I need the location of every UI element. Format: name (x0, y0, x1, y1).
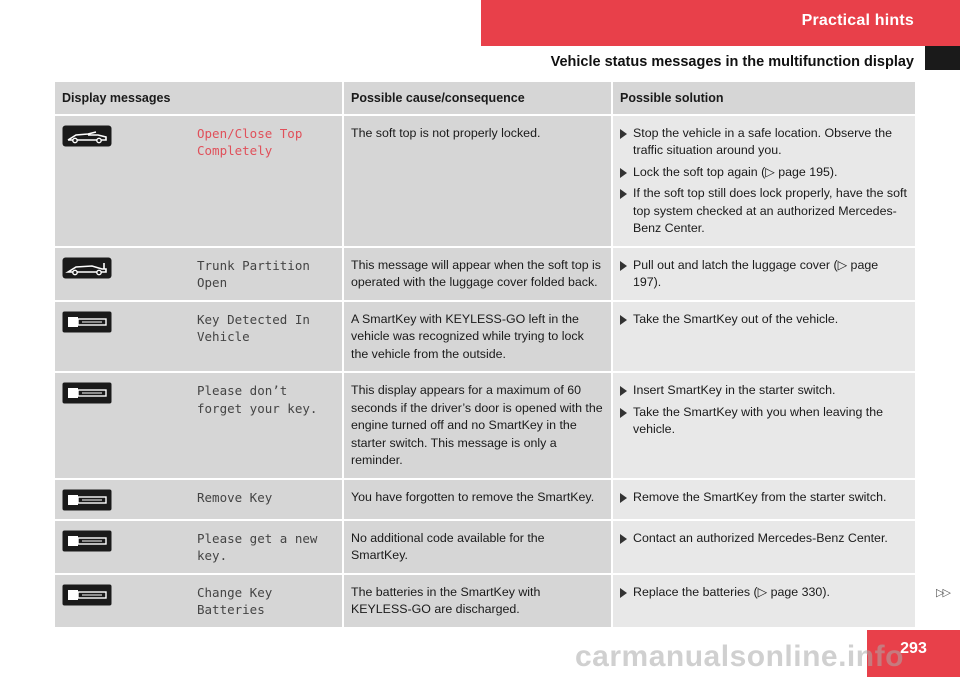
bullet-arrow-icon (620, 315, 627, 325)
display-message-line: Please get a new (197, 530, 318, 546)
solution-cell (613, 521, 915, 575)
display-message-line: Open/Close Top (197, 125, 303, 141)
display-message-line: Completely (197, 143, 273, 158)
display-message-line: Please don’t (197, 383, 288, 398)
solution-item (620, 530, 908, 548)
solution-text: Lock the soft top again (▷ page 195). (633, 164, 838, 179)
section-header-bar (481, 0, 960, 46)
display-message (190, 116, 344, 248)
bullet-arrow-icon (620, 534, 627, 544)
column-header-cause: Possible cause/consequence (344, 82, 613, 116)
bullet-arrow-icon (620, 408, 627, 418)
bullet-arrow-icon (620, 189, 627, 199)
icon-cell (55, 521, 190, 575)
corner-tab (925, 46, 960, 70)
table-row (55, 116, 915, 248)
icon-cell (55, 116, 190, 248)
cause-text: The batteries in the SmartKey with KEYLESS-GO are discharged. (344, 575, 613, 629)
solution-item (620, 584, 908, 602)
bullet-arrow-icon (620, 129, 627, 139)
table-row (55, 480, 915, 521)
solution-cell (613, 302, 915, 374)
trunk-partition-icon (62, 257, 183, 279)
solution-item (620, 257, 908, 292)
display-message-line: Remove Key (197, 489, 273, 505)
solution-text: Remove the SmartKey from the starter switch. (633, 489, 887, 504)
status-messages-table (55, 82, 915, 629)
cause-text: This display appears for a maximum of 60 seconds if the driver’s door is opened with the engine turned off and no SmartKey in the starter switch. This message is only a reminder. (344, 373, 613, 480)
key-icon (62, 530, 183, 552)
solution-text: Insert SmartKey in the starter switch. (633, 383, 836, 397)
table-row (55, 575, 915, 629)
bullet-arrow-icon (620, 493, 627, 503)
cause-text: This message will appear when the soft top is operated with the luggage cover folded back. (344, 248, 613, 302)
solution-cell (613, 373, 915, 480)
column-header-solution: Possible solution (613, 82, 915, 116)
solution-cell (613, 575, 915, 629)
solution-item (620, 489, 908, 507)
solution-item (620, 404, 908, 439)
icon-cell (55, 248, 190, 302)
display-message-line: Key Detected In (197, 311, 310, 327)
cause-text: You have forgotten to remove the SmartKey. (344, 480, 613, 521)
solution-cell (613, 116, 915, 248)
solution-item (620, 311, 908, 329)
watermark: carmanualsonline.info (575, 640, 904, 673)
solution-cell (613, 248, 915, 302)
display-message-line: Vehicle (197, 329, 250, 344)
display-message (190, 480, 344, 521)
cause-text: No additional code available for the SmartKey. (344, 521, 613, 575)
key-icon (62, 311, 183, 333)
display-message (190, 575, 344, 629)
solution-text: If the soft top still does lock properly, have the soft top system checked at an authorized Mercedes-Benz Center. (633, 186, 907, 235)
column-header-display-messages: Display messages (55, 82, 344, 116)
bullet-arrow-icon (620, 588, 627, 598)
solution-text: Contact an authorized Mercedes-Benz Center. (633, 530, 888, 545)
icon-cell (55, 480, 190, 521)
icon-cell (55, 373, 190, 480)
solution-text: Take the SmartKey with you when leaving the vehicle. (633, 404, 884, 436)
section-title: Practical hints (801, 12, 914, 29)
key-icon (62, 584, 183, 606)
display-message-line: Trunk Partition (197, 257, 310, 273)
solution-text: Pull out and latch the luggage cover (▷ page 197). (633, 257, 879, 289)
table-row (55, 248, 915, 302)
display-message-line: forget your key. (197, 400, 318, 416)
solution-cell (613, 480, 915, 521)
solution-text: Stop the vehicle in a safe location. Observe the traffic situation around you. (633, 125, 892, 157)
solution-text: Take the SmartKey out of the vehicle. (633, 311, 839, 326)
cause-text: The soft top is not properly locked. (344, 116, 613, 248)
display-message (190, 248, 344, 302)
key-icon (62, 489, 183, 511)
solution-item (620, 185, 908, 238)
display-message-line: Change Key (197, 584, 273, 600)
page-subtitle: Vehicle status messages in the multifunction display (550, 54, 914, 70)
display-message-line: Batteries (197, 602, 265, 617)
icon-cell (55, 575, 190, 629)
solution-item (620, 164, 908, 182)
table-row (55, 521, 915, 575)
bullet-arrow-icon (620, 261, 627, 271)
display-message (190, 302, 344, 374)
roof-open-icon (62, 125, 183, 147)
display-message (190, 521, 344, 575)
display-message (190, 373, 344, 480)
icon-cell (55, 302, 190, 374)
solution-item (620, 125, 908, 160)
table-row (55, 302, 915, 374)
table-row (55, 373, 915, 480)
cause-text: A SmartKey with KEYLESS-GO left in the vehicle was recognized while trying to lock the vehicle from the outside. (344, 302, 613, 374)
solution-item (620, 382, 908, 400)
solution-text: Replace the batteries (▷ page 330). (633, 584, 830, 599)
table-header-row (55, 82, 915, 116)
bullet-arrow-icon (620, 168, 627, 178)
bullet-arrow-icon (620, 386, 627, 396)
display-message-line: Open (197, 275, 228, 290)
page-number: 293 (900, 640, 927, 657)
key-icon (62, 382, 183, 404)
display-message-line: key. (197, 548, 228, 563)
continued-arrows-icon: ▷▷ (936, 587, 949, 599)
